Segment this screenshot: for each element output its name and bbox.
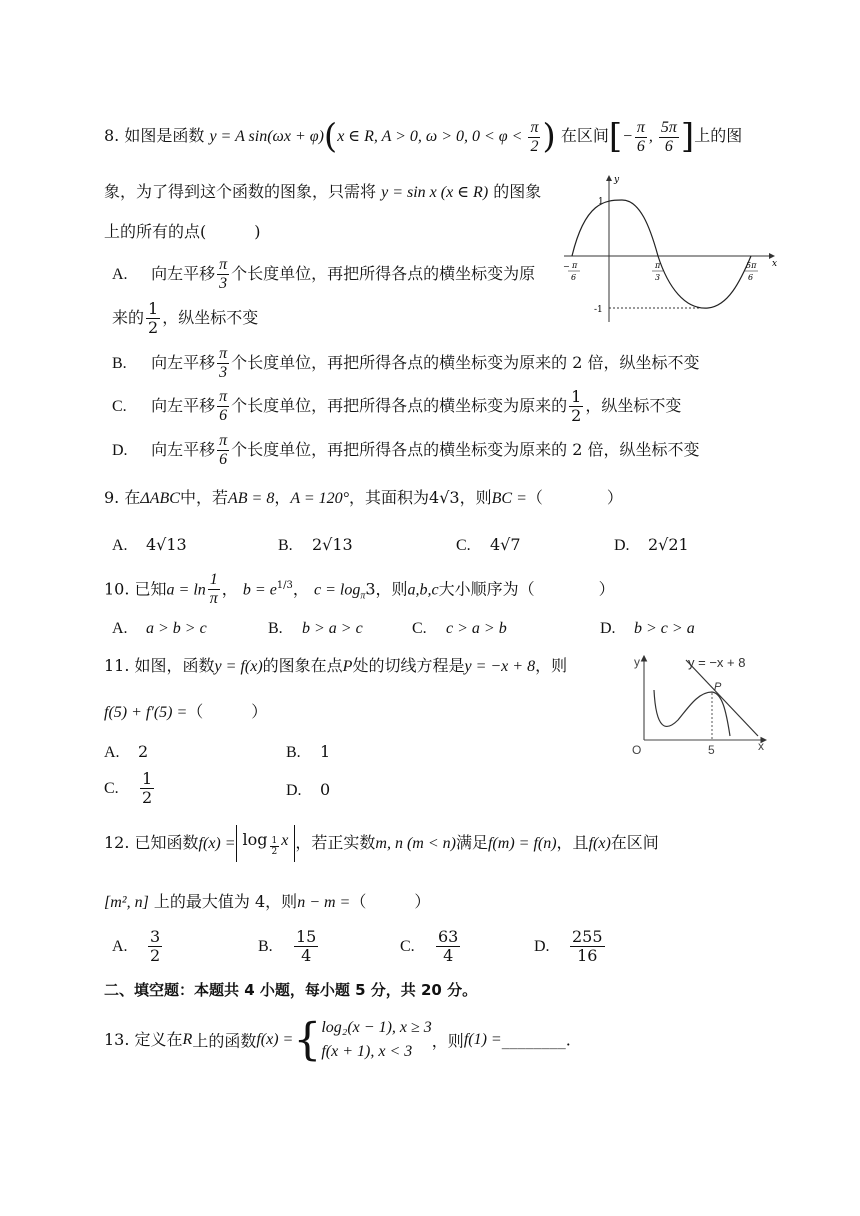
- q8-interval: − $\frac{\pi}{6}$ , $\frac{5\pi}{6}$: [622, 118, 677, 155]
- q8-text: 在区间: [560, 126, 609, 145]
- q12-option-c[interactable]: C. $\frac{63}{4}$: [400, 927, 459, 965]
- q8-text: 上的图: [694, 126, 743, 145]
- q11-x-tick-5: 5: [708, 743, 715, 757]
- q12-abs-log: log $_{\frac{1}{2}}$ x: [236, 825, 296, 862]
- q13-cases: log₂(x − 1), x ≥ 3 f(x + 1), x < 3: [321, 1019, 432, 1060]
- q8-conditions: x ∈ R, A > 0, ω > 0, 0 < φ < $\frac{\pi}{2}$: [337, 118, 539, 155]
- svg-text:5π: 5π: [746, 261, 757, 270]
- q10-option-b[interactable]: B. b > a > c: [268, 620, 363, 637]
- svg-text:6: 6: [748, 273, 754, 282]
- q11-stem: 11. 如图，函数y = f(x)的图象在点P处的切线方程是y = −x + 8，则: [104, 656, 568, 675]
- svg-text:3: 3: [655, 273, 661, 282]
- q11-tangent-label: y = −x + 8: [688, 655, 746, 670]
- section-heading: 二、填空题：本题共 4 小题，每小题 5 分，共 20 分。: [104, 981, 478, 999]
- q12-option-a[interactable]: A. $\frac{3}{2}$: [112, 927, 161, 965]
- q11-option-d[interactable]: D. 0: [286, 780, 331, 799]
- q11-option-a[interactable]: A. 2: [104, 742, 149, 761]
- q12-option-d[interactable]: D. $\frac{255}{16}$: [534, 927, 603, 965]
- q9-area: 4√3: [429, 488, 460, 507]
- q11-curve: [654, 690, 730, 736]
- q8-function: y = A sin(ωx + φ): [209, 128, 324, 145]
- q13-stem: 13. 定义在R上的函数f(x) ={ log₂(x − 1), x ≥ 3 f(x + 1), x < 3 ，则f(1) =________.: [104, 1014, 571, 1066]
- q8-y-label: y: [614, 175, 620, 185]
- svg-text:−: −: [563, 262, 570, 271]
- q8-option-a-cont: 来的 $\frac{1}{2}$ ，纵坐标不变: [112, 299, 259, 337]
- q11-y-label: y: [634, 655, 640, 669]
- q8-option-a[interactable]: A. 向左平移 $\frac{\pi}{3}$ 个长度单位，再把所得各点的横坐标变为原: [112, 256, 536, 292]
- q12-stem: 12. 已知函数f(x) = log $_{\frac{1}{2}}$ x ，若正实数m, n (m < n)满足f(m) = f(n)，且f(x)在区间: [104, 820, 659, 867]
- q11-option-b[interactable]: B. 1: [286, 742, 331, 761]
- q12-option-b[interactable]: B. $\frac{15}{4}$: [258, 927, 317, 965]
- q8-sine-graph: [560, 172, 780, 324]
- q11-point-p: P: [714, 681, 722, 693]
- q10-option-d[interactable]: D. b > c > a: [600, 620, 695, 637]
- svg-text:π: π: [572, 261, 578, 270]
- q11-x-label: x: [758, 739, 764, 753]
- q8-stem-line2: 象，为了得到这个函数的图象，只需将 y = sin x (x ∈ R) 的图象: [104, 182, 542, 201]
- q9-option-a[interactable]: A. 4√13: [112, 535, 187, 554]
- q11-origin: O: [632, 743, 642, 757]
- q8-option-d[interactable]: D. 向左平移 $\frac{\pi}{6}$ 个长度单位，再把所得各点的横坐标变为原来的 2 倍，纵坐标不变: [112, 432, 700, 468]
- q9-stem: 9. 在ΔABC中，若AB = 8，A = 120°，其面积为4√3，则BC =（ ）: [104, 488, 623, 507]
- q8-stem-line1: 8. 如图是函数 y = A sin(ωx + φ)(x ∈ R, A > 0, ω > 0, 0 < φ < $\frac{\pi}{2}$ ) 在区间[− $\frac{\pi}{6}$ , $\frac{5\pi}{6}$ ]上的图: [104, 116, 743, 157]
- q13-answer-blank[interactable]: ________.: [501, 1030, 571, 1050]
- q8-y-tick-neg1: -1: [594, 305, 603, 315]
- q8-y-tick-1: 1: [598, 197, 604, 207]
- q11-stem-2: f(5) + f′(5) =（ ）: [104, 702, 268, 721]
- q10-option-a[interactable]: A. a > b > c: [112, 620, 207, 637]
- svg-text:π: π: [655, 261, 661, 270]
- q9-option-c[interactable]: C. 4√7: [456, 535, 521, 554]
- q9-option-b[interactable]: B. 2√13: [278, 535, 353, 554]
- q8-stem-line3: 上的所有的点( ): [104, 222, 261, 241]
- q8-option-c[interactable]: C. 向左平移 $\frac{\pi}{6}$ 个长度单位，再把所得各点的横坐标变为原来的 $\frac{1}{2}$ ，纵坐标不变: [112, 387, 682, 425]
- q8-option-b[interactable]: B. 向左平移 $\frac{\pi}{3}$ 个长度单位，再把所得各点的横坐标变为原来的 2 倍，纵坐标不变: [112, 345, 700, 381]
- q8-text: 8. 如图是函数: [104, 126, 205, 145]
- q11-graph: [626, 650, 776, 760]
- q8-x-label: x: [772, 259, 778, 269]
- q10-stem: 10. 已知a = ln $\frac{1}{\pi}$ ， $b = e^{1/3}$， $c = \log_\pi 3$，则a,b,c大小顺序为（ ）: [104, 571, 615, 608]
- q11-option-c[interactable]: C. $\frac{1}{2}$: [104, 769, 153, 807]
- q12-stem-2: [m², n] 上的最大值为 4，则n − m =（ ）: [104, 892, 431, 911]
- q9-option-d[interactable]: D. 2√21: [614, 535, 689, 554]
- q10-option-c[interactable]: C. c > a > b: [412, 620, 507, 637]
- q8-sin-function: y = sin x (x ∈ R): [381, 184, 489, 201]
- svg-text:6: 6: [571, 273, 577, 282]
